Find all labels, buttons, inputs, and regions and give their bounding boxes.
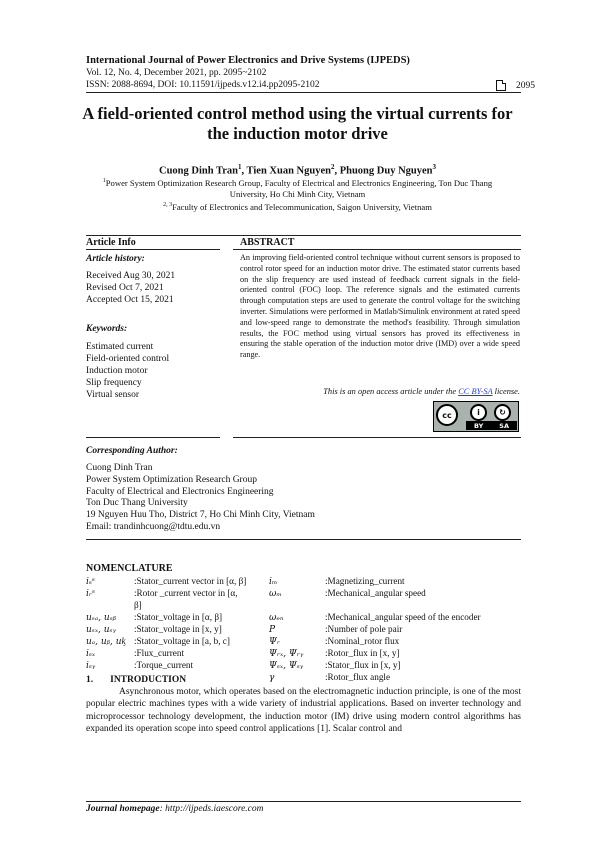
nomenclature-row: ωₑₙ :Mechanical_angular speed of the encoder — [269, 612, 481, 623]
info-bottom-rule-left — [86, 437, 220, 438]
author-3-sup: 3 — [432, 163, 436, 171]
keywords-label: Keywords: — [86, 324, 128, 334]
article-history — [86, 270, 175, 306]
nomenclature-right — [269, 575, 521, 683]
corresponding-author-label: Corresponding Author: — [86, 446, 178, 456]
nomenclature-row: uₐ, uᵦ, uᶄ :Stator_voltage in [a, b, c] — [86, 636, 230, 647]
info-left-rule — [86, 249, 220, 250]
cc-sa-label: SA — [499, 421, 509, 430]
nomenclature-row: Ψₛₓ, Ψₛᵧ :Stator_flux in [x, y] — [269, 660, 401, 671]
author-1: Cuong Dinh Tran — [159, 165, 238, 177]
author-3: Phuong Duy Nguyen — [339, 165, 433, 177]
nomenclature-row: P :Number of pole pair — [269, 624, 403, 635]
document-icon — [496, 80, 506, 91]
nomenclature-row: uₛₐ, uₛᵦ :Stator_voltage in [α, β] — [86, 612, 223, 623]
nomenclature-row: uₛₓ, uₛᵧ :Stator_voltage in [x, y] — [86, 624, 222, 635]
keyword-item: Slip frequency — [86, 378, 142, 388]
corr-line: Power System Optimization Research Group — [86, 474, 257, 485]
nomenclature-row: Ψᵣₓ, Ψᵣᵧ :Rotor_flux in [x, y] — [269, 648, 400, 659]
abstract-rule — [233, 249, 521, 250]
header-rule — [86, 92, 521, 93]
nomenclature-row: iₘ :Magnetizing_current — [269, 576, 405, 587]
history-received: Received Aug 30, 2021 — [86, 271, 176, 281]
share-alike-icon: ↻ — [494, 404, 511, 421]
corr-line: Faculty of Electrical and Electronics Engineering — [86, 486, 274, 497]
title-line-2: the induction motor drive — [207, 124, 388, 143]
cc-by-sa-link[interactable]: CC BY-SA — [458, 387, 493, 396]
attribution-icon: i — [470, 404, 487, 421]
keyword-item: Virtual sensor — [86, 390, 139, 400]
author-2: Tien Xuan Nguyen — [246, 165, 331, 177]
corr-line: 19 Nguyen Huu Tho, District 7, Ho Chi Minh City, Vietnam — [86, 510, 315, 521]
section-heading-introduction: 1. INTRODUCTION — [86, 675, 187, 685]
keyword-item: Estimated current — [86, 342, 154, 352]
history-revised: Revised Oct 7, 2021 — [86, 283, 164, 293]
affiliation-1: $^1$Power System Optimization Research Group, Faculty of Electrical and Electronics Engineering, Ton Duc Thang — [102, 177, 493, 188]
affiliation-1-cont: University, Ho Chi Minh City, Vietnam — [229, 188, 366, 199]
cc-icon: cc — [436, 404, 458, 426]
cc-badge-band — [466, 421, 517, 430]
info-bottom-rule-right — [233, 437, 521, 438]
introduction-text: Asynchronous motor, which operates based on the electromagnetic induction principle, is one of the most popular electric machines types with a wide variety of industrial applications. Based on inverter technology and microprocessor technology development, the induction motor (IM) drive using modern control algorithms has expanded its operation scope into speed control applications [1]. Scalar control and — [86, 687, 521, 734]
title-line-1: A field-oriented control method using the virtual currents for — [82, 104, 513, 123]
homepage-link[interactable]: : http://ijpeds.iaescore.com — [159, 804, 264, 814]
cc-by-sa-badge[interactable] — [433, 401, 519, 432]
nomenclature-row: Ψᵣ :Nominal_rotor flux — [269, 636, 400, 647]
article-history-label: Article history: — [86, 254, 145, 264]
abstract-heading: ABSTRACT — [240, 237, 295, 248]
article-info-heading: Article Info — [86, 237, 136, 248]
keyword-item: Field-oriented control — [86, 354, 170, 364]
corr-email: Email: trandinhcuong@tdtu.edu.vn — [86, 521, 221, 532]
page-number: 2095 — [516, 80, 535, 91]
nomenclature-row: iᵣˢ :Rotor _current vector in [α, — [86, 588, 238, 599]
footer-rule — [86, 801, 521, 802]
keywords-list — [86, 341, 169, 401]
nomenclature-row: ωₘ :Mechanical_angular speed — [269, 588, 426, 599]
affiliation-2: $^{2, 3}$Faculty of Electronics and Telecommunication, Saigon University, Vietnam — [163, 201, 432, 212]
corresponding-author-details — [86, 463, 315, 534]
nomenclature-row: iₛˢ :Stator_current vector in [α, β] — [86, 576, 247, 587]
corr-line: Cuong Dinh Tran — [86, 463, 153, 473]
info-top-rule — [86, 235, 521, 236]
license-line: This is an open access article under the CC BY-SA license. — [323, 387, 520, 396]
author-2-sup: 2 — [330, 163, 335, 171]
nomenclature-title: NOMENCLATURE — [86, 563, 173, 574]
affiliations — [92, 176, 503, 213]
volume-line: Vol. 12, No. 4, December 2021, pp. 2095~2102 — [86, 68, 267, 78]
nomenclature-row: iₛᵧ :Torque_current — [86, 660, 194, 671]
cc-by-label: BY — [473, 421, 484, 430]
page-number-block — [496, 80, 535, 91]
history-accepted: Accepted Oct 15, 2021 — [86, 295, 174, 305]
issn-line: ISSN: 2088-8694, DOI: 10.11591/ijpeds.v12.i4.pp2095-2102 — [86, 80, 320, 90]
nomenclature-spacer — [269, 599, 521, 611]
nomenclature-row: γ :Rotor_flux angle — [269, 672, 391, 683]
author-list: Cuong Dinh Tran$^1$, Tien Xuan Nguyen$^2$, Phuong Duy Nguyen$^3$ — [159, 163, 436, 177]
corr-line: Ton Duc Thang University — [86, 498, 188, 509]
journal-name: International Journal of Power Electronics and Drive Systems (IJPEDS) — [86, 55, 410, 66]
author-1-sup: 1 — [237, 163, 242, 171]
journal-homepage: Journal homepage: http://ijpeds.iaescore.com — [86, 804, 264, 814]
paper-title — [70, 104, 525, 144]
abstract-text: An improving field-oriented control technique without current sensors is proposed to control rotor speed for an induction motor drive. The estimated stator currents based on the slip frequency are used instead of feedback current signals in the field-oriented control (FOC) loop. The reference signals and the estimated currents through computation steps are used to generate the control voltage for the switching inverter. Simulations were performed in Matlab/Simulink environment at rated speed and low-speed range to demonstrate the method's feasibility. Through simulation results, the FOC method using virtual sensors has proved its effectiveness in ensuring the stable operation of the induction motor drive (IMD) over a wide speed range. — [240, 253, 520, 360]
keyword-item: Induction motor — [86, 366, 148, 376]
nomenclature-row-cont: β] — [134, 600, 142, 610]
nomenclature-row: iₛₓ :Flux_current — [86, 648, 185, 659]
corr-bottom-rule — [86, 539, 521, 540]
nomenclature-left — [86, 575, 266, 671]
